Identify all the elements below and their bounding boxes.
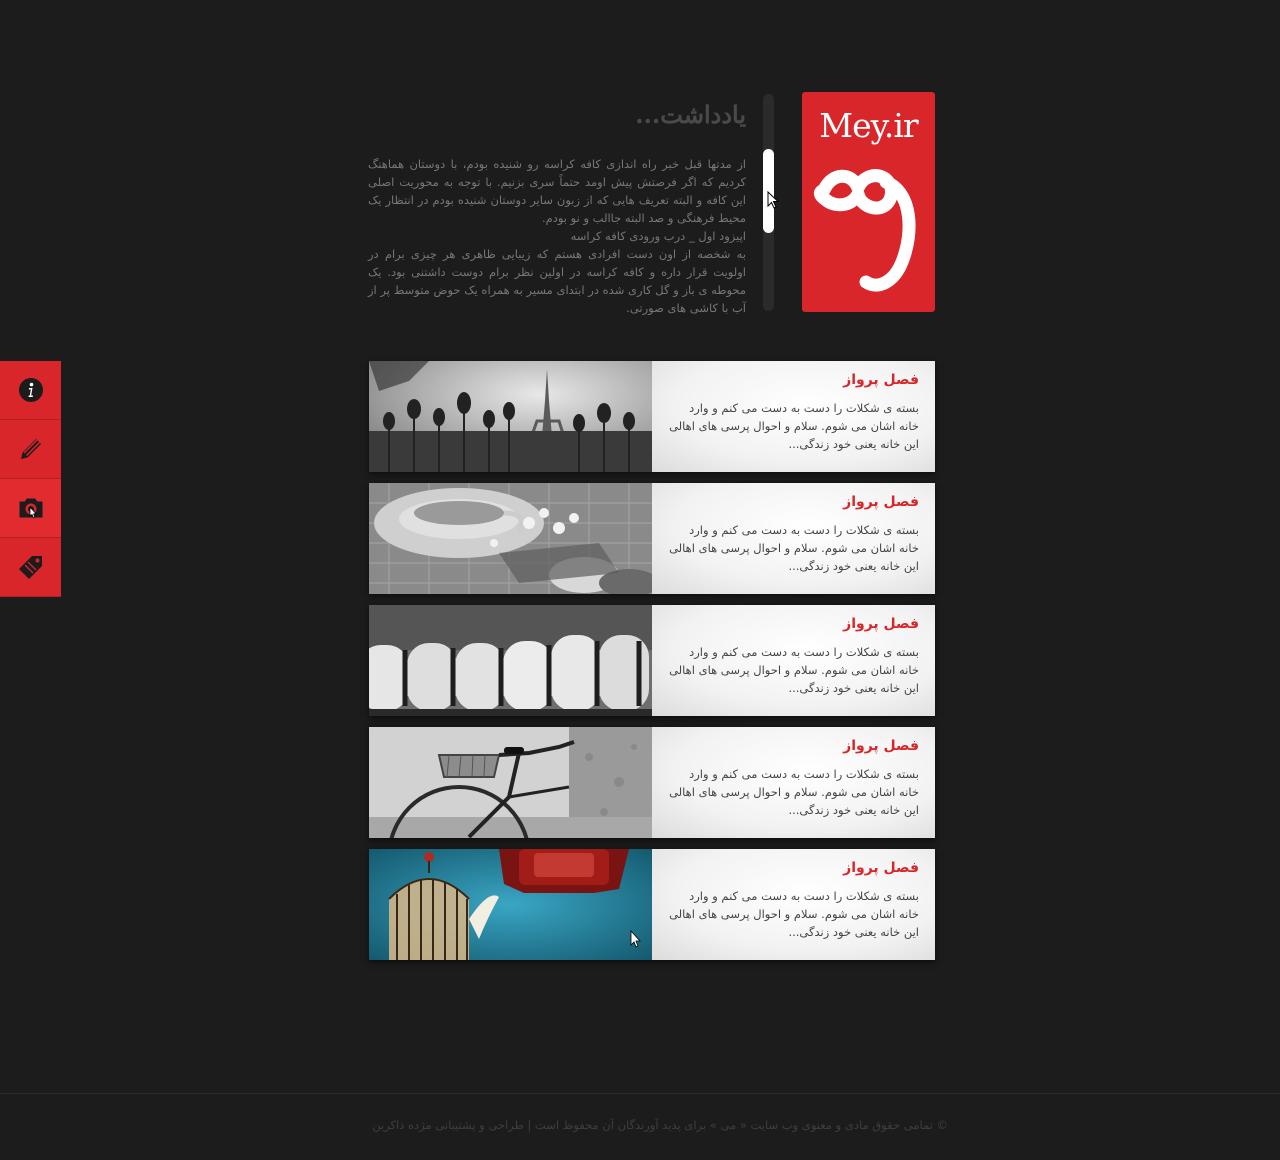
sidebar-item-photos[interactable]	[0, 479, 61, 538]
post-title[interactable]: فصل پرواز	[843, 860, 919, 876]
sidebar-item-tags[interactable]	[0, 538, 61, 597]
note-section	[368, 100, 746, 317]
logo-text: Mey.ir	[819, 106, 918, 145]
camera-icon	[17, 494, 45, 522]
post-thumbnail[interactable]	[369, 605, 652, 716]
note-paragraph: از مدتها قبل خبر راه اندازی کافه کراسه رو شنیده بودم، با دوستان هماهنگ کردیم که اگر فرصتش پیش اومد حتماً سری بزنیم. با توجه به محوریت اصلی این کافه و البته تعریف هایی که از زبون سایر دوستان شنیده بودم در انتظار یک محیط فرهنگی و صد البته جاالب و نو بودم.	[368, 157, 746, 225]
post-title[interactable]: فصل پرواز	[843, 372, 919, 388]
post-thumbnail[interactable]	[369, 361, 652, 472]
post-card	[652, 727, 935, 838]
post-item[interactable]	[369, 849, 935, 960]
birdcage-image	[369, 849, 652, 960]
mouse-cursor-icon	[767, 191, 779, 209]
post-excerpt: بسته ی شکلات را دست به دست می کنم و وارد خانه اشان می شوم. سلام و احوال پرسی های اهالی این خانه یعنی خود زندگی...	[669, 401, 919, 451]
post-card	[652, 849, 935, 960]
post-excerpt: بسته ی شکلات را دست به دست می کنم و وارد خانه اشان می شوم. سلام و احوال پرسی های اهالی این خانه یعنی خود زندگی...	[669, 889, 919, 939]
sidebar-item-write[interactable]	[0, 420, 61, 479]
post-item[interactable]	[369, 727, 935, 838]
post-title[interactable]: فصل پرواز	[843, 494, 919, 510]
post-thumbnail[interactable]	[369, 483, 652, 594]
note-body	[368, 155, 746, 317]
post-item[interactable]	[369, 483, 935, 594]
post-item[interactable]	[369, 361, 935, 472]
post-thumbnail[interactable]	[369, 849, 652, 960]
post-list	[369, 361, 935, 971]
post-card	[652, 361, 935, 472]
sidebar-item-info[interactable]	[0, 361, 61, 420]
bicycle-image	[369, 727, 652, 838]
macarons-image	[369, 605, 652, 716]
note-title: یادداشت...	[635, 100, 746, 129]
note-paragraph: اپیزود اول _ درب ورودی کافه کراسه	[570, 229, 746, 243]
note-paragraph: به شخصه از اون دست افرادی هستم که زیبایی ظاهری هر چیزی برام در اولویت قرار داره و کافه کراسه در اولین نظر برام دوست داشتنی بود. یک محوطه ی باز و گل کاری شده در ابتدای مسیر به همراه یک حوض متوسط پر از آب با کاشی های صورتی.	[368, 247, 746, 315]
post-excerpt: بسته ی شکلات را دست به دست می کنم و وارد خانه اشان می شوم. سلام و احوال پرسی های اهالی این خانه یعنی خود زندگی...	[669, 767, 919, 817]
tulips-eiffel-image	[369, 361, 652, 472]
post-item[interactable]	[369, 605, 935, 716]
teacup-image	[369, 483, 652, 594]
post-card	[652, 483, 935, 594]
post-title[interactable]: فصل پرواز	[843, 738, 919, 754]
info-icon	[18, 377, 44, 403]
tag-icon	[17, 553, 45, 581]
pencil-icon	[17, 435, 45, 463]
post-thumbnail[interactable]	[369, 727, 652, 838]
post-card	[652, 605, 935, 716]
logo-glyph-icon	[802, 142, 935, 312]
footer-copyright: © تمامی حقوق مادی و معنوی وب سایت « می » برای پدید آورندگان آن محفوظ است | طراحی و پشتیبانی مژده ذاکرین	[372, 1118, 948, 1132]
post-title[interactable]: فصل پرواز	[843, 616, 919, 632]
post-excerpt: بسته ی شکلات را دست به دست می کنم و وارد خانه اشان می شوم. سلام و احوال پرسی های اهالی این خانه یعنی خود زندگی...	[669, 523, 919, 573]
sidebar	[0, 361, 61, 597]
post-excerpt: بسته ی شکلات را دست به دست می کنم و وارد خانه اشان می شوم. سلام و احوال پرسی های اهالی این خانه یعنی خود زندگی...	[669, 645, 919, 695]
site-logo[interactable]	[802, 92, 935, 312]
footer-divider	[0, 1093, 1280, 1094]
